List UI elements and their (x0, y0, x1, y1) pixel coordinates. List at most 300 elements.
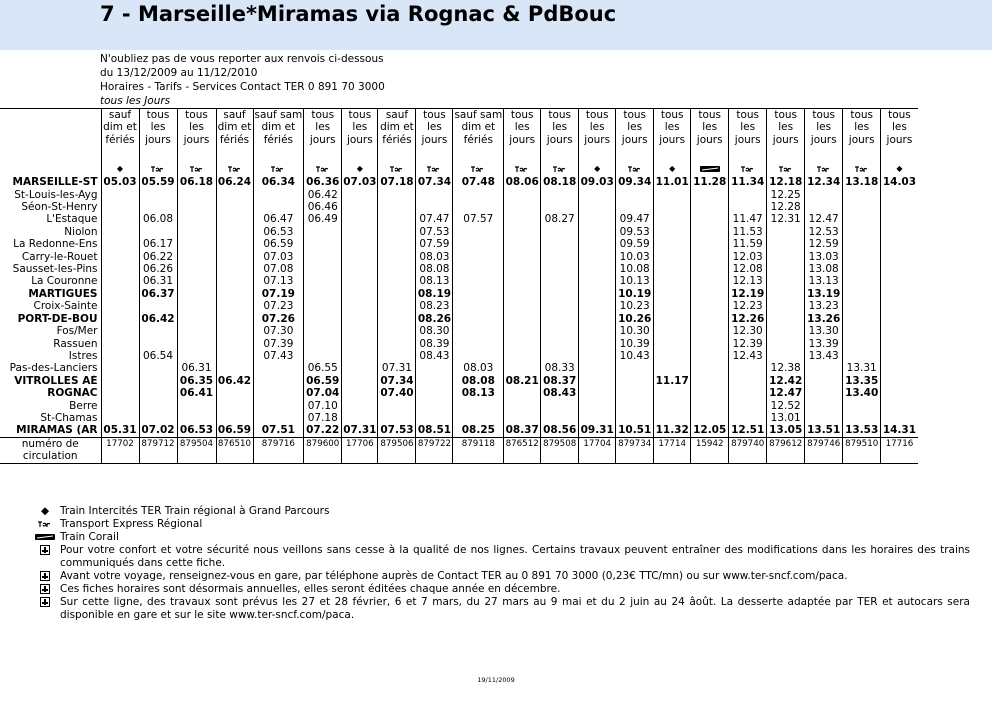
time-cell (139, 325, 177, 337)
time-cell (216, 201, 253, 213)
info-icon (40, 545, 50, 555)
time-cell (101, 238, 139, 250)
time-cell: 07.26 (253, 313, 304, 325)
time-cell (342, 251, 378, 263)
time-cell (304, 300, 342, 312)
time-cell (216, 412, 253, 424)
time-cell: 06.17 (139, 238, 177, 250)
time-cell (304, 275, 342, 287)
time-cell (101, 189, 139, 201)
train-type-cell (843, 162, 881, 176)
time-cell (177, 201, 216, 213)
time-cell (579, 338, 616, 350)
time-cell: 10.43 (616, 350, 654, 362)
header-spacer-cell (805, 146, 843, 162)
column-days-cell: fériés (101, 134, 139, 146)
station-row (0, 251, 918, 263)
time-cell: 07.53 (378, 424, 416, 437)
header-spacer-cell (304, 146, 342, 162)
header-spacer-cell (541, 146, 579, 162)
time-cell (216, 251, 253, 263)
time-cell (101, 300, 139, 312)
header-spacer-row (0, 146, 918, 162)
time-cell (805, 375, 843, 387)
time-cell (767, 226, 805, 238)
time-cell: 12.52 (767, 400, 805, 412)
time-cell (453, 313, 504, 325)
train-number-row (0, 450, 918, 463)
time-cell: 08.18 (541, 176, 579, 188)
intro-notice: N'oubliez pas de vous reporter aux renvois ci-dessous (100, 53, 384, 65)
time-cell (541, 400, 579, 412)
time-cell (654, 251, 691, 263)
train-type-cell (805, 162, 843, 176)
time-cell: 06.31 (177, 362, 216, 374)
time-cell (843, 213, 881, 225)
time-cell (504, 201, 541, 213)
time-cell: 12.43 (729, 350, 767, 362)
legend-text: Pour votre confort et votre sécurité nous veillons sans cesse à la qualité de nos lignes. Certains travaux peuvent entraîner des modifications dans les horaires des trains communiqués dans cette fiche. (60, 544, 970, 569)
time-cell (504, 350, 541, 362)
time-cell: 13.03 (805, 251, 843, 263)
legend-item (30, 596, 970, 622)
train-number-cell: 879746 (805, 437, 843, 450)
time-cell: 10.51 (616, 424, 654, 437)
column-days-cell: les (843, 121, 881, 133)
time-cell (579, 362, 616, 374)
train-type-cell (416, 162, 453, 176)
time-cell: 08.56 (541, 424, 579, 437)
time-cell: 06.36 (304, 176, 342, 188)
header-spacer-cell (0, 121, 101, 133)
train-number-row (0, 437, 918, 450)
time-cell (691, 325, 729, 337)
time-cell: 06.42 (139, 313, 177, 325)
time-cell: 06.18 (177, 176, 216, 188)
station-name: Croix-Sainte (33, 300, 98, 313)
train-number-spacer (616, 450, 654, 463)
time-cell: 07.51 (253, 424, 304, 437)
column-days-cell: fériés (453, 134, 504, 146)
time-cell (541, 288, 579, 300)
time-cell (654, 350, 691, 362)
time-cell (453, 275, 504, 287)
time-cell: 08.13 (453, 387, 504, 399)
header-spacer-cell (101, 146, 139, 162)
time-cell (881, 400, 918, 412)
page-title: 7 - Marseille*Miramas via Rognac & PdBouc (100, 2, 617, 26)
time-cell (881, 313, 918, 325)
time-cell (504, 275, 541, 287)
time-cell (101, 226, 139, 238)
time-cell (101, 313, 139, 325)
time-cell (177, 325, 216, 337)
time-cell: 14.31 (881, 424, 918, 437)
train-number-spacer (139, 450, 177, 463)
time-cell (416, 412, 453, 424)
time-cell (177, 313, 216, 325)
time-cell (253, 201, 304, 213)
train-number-spacer (654, 450, 691, 463)
station-row (0, 176, 918, 188)
time-cell (805, 400, 843, 412)
time-cell: 07.31 (343, 424, 377, 437)
time-cell: 13.35 (843, 375, 881, 387)
time-cell: 09.03 (580, 176, 614, 189)
time-cell: 07.04 (304, 387, 342, 399)
intro-frequency: tous les Jours (100, 95, 171, 107)
time-cell (216, 350, 253, 362)
time-cell: 10.30 (616, 325, 654, 337)
legend-text: Train Corail (60, 531, 119, 543)
time-cell: 07.34 (417, 176, 452, 189)
column-days-cell: tous (177, 109, 216, 122)
time-cell (881, 300, 918, 312)
time-cell (139, 387, 177, 399)
time-cell: 13.05 (767, 424, 805, 437)
time-cell: 13.19 (805, 288, 843, 300)
train-number-spacer (177, 450, 216, 463)
column-days-cell: fériés (378, 134, 416, 146)
time-cell: 11.47 (729, 213, 767, 225)
time-cell: 06.53 (177, 424, 216, 437)
time-cell: 08.03 (453, 362, 504, 374)
station-row (0, 362, 918, 374)
legend-icon (30, 596, 60, 609)
time-cell (729, 189, 767, 201)
train-number-cell: 879716 (253, 437, 304, 450)
time-cell: 09.53 (616, 226, 654, 238)
header-spacer-cell (416, 146, 453, 162)
time-cell: 11.01 (655, 176, 689, 189)
time-cell: 08.23 (416, 300, 453, 312)
time-cell: 12.38 (767, 362, 805, 374)
time-cell (453, 300, 504, 312)
time-cell (342, 325, 378, 337)
train-number-cell: 879722 (417, 438, 452, 449)
intercites-icon: ◆ (594, 164, 601, 174)
legend-icon (30, 544, 60, 557)
time-cell (139, 375, 177, 387)
time-cell (101, 251, 139, 263)
column-days-cell: tous (579, 109, 616, 122)
time-cell (843, 251, 881, 263)
time-cell (579, 313, 616, 325)
intercites-icon: ◆ (116, 164, 124, 174)
time-cell (654, 238, 691, 250)
time-cell (579, 263, 616, 275)
time-cell: 13.18 (843, 176, 881, 188)
corail-icon (35, 533, 55, 541)
train-number-spacer (453, 450, 504, 463)
time-cell (881, 288, 918, 300)
header-spacer-cell (579, 146, 616, 162)
time-cell: 07.18 (378, 176, 416, 188)
time-cell: 08.06 (505, 176, 539, 189)
time-cell (101, 213, 139, 225)
time-cell (177, 412, 216, 424)
column-days-cell: tous (843, 109, 881, 122)
train-type-cell (691, 162, 729, 176)
time-cell (453, 238, 504, 250)
ter-icon (816, 165, 832, 173)
column-days-cell: tous (805, 109, 843, 122)
time-cell: 06.24 (217, 176, 252, 189)
time-cell: 08.26 (417, 312, 452, 325)
time-cell: 11.32 (655, 424, 689, 437)
train-number-cell: 879510 (843, 437, 881, 450)
train-type-cell (378, 162, 416, 176)
station-name: PORT-DE-BOU (17, 312, 98, 325)
time-cell: 13.13 (805, 275, 843, 287)
time-cell: 06.47 (253, 213, 304, 225)
time-cell (101, 412, 139, 424)
time-cell (453, 263, 504, 275)
station-row (0, 201, 918, 213)
timetable (0, 108, 918, 464)
train-number-spacer (101, 450, 139, 463)
train-number-spacer (843, 450, 881, 463)
time-cell: 05.03 (101, 176, 139, 188)
intro-block (100, 52, 385, 108)
legend-icon (30, 531, 60, 544)
time-cell (616, 362, 654, 374)
column-days-cell: les (616, 121, 654, 133)
time-cell: 10.19 (616, 288, 654, 300)
time-cell (304, 325, 342, 337)
time-cell (177, 275, 216, 287)
column-days-cell: les (729, 121, 767, 133)
time-cell (342, 412, 378, 424)
time-cell: 06.37 (139, 288, 177, 300)
time-cell (453, 350, 504, 362)
time-cell: 13.01 (767, 412, 805, 424)
time-cell (304, 313, 342, 325)
time-cell (253, 387, 304, 399)
time-cell: 13.26 (805, 313, 843, 325)
time-cell (416, 387, 453, 399)
column-days-cell: tous (139, 109, 177, 122)
time-cell (579, 213, 616, 225)
station-row (0, 387, 918, 399)
time-cell (504, 238, 541, 250)
station-row (0, 412, 918, 424)
time-cell (616, 400, 654, 412)
time-cell: 07.57 (453, 213, 504, 225)
train-number-spacer (691, 450, 729, 463)
train-type-cell (304, 162, 342, 176)
station-name: MARSEILLE-ST (12, 176, 98, 189)
station-row (0, 288, 918, 300)
time-cell: 12.31 (767, 213, 805, 225)
time-cell (691, 213, 729, 225)
time-cell (504, 325, 541, 337)
train-number-spacer (805, 450, 843, 463)
corail-icon (700, 165, 720, 173)
time-cell (654, 213, 691, 225)
time-cell (216, 400, 253, 412)
time-cell: 13.40 (843, 387, 881, 399)
train-number-spacer (504, 450, 541, 463)
time-cell: 12.08 (729, 263, 767, 275)
station-row (0, 350, 918, 362)
time-cell: 07.53 (416, 226, 453, 238)
header-days-row (0, 109, 918, 122)
column-days-cell: les (654, 121, 691, 133)
column-days-cell: tous (881, 109, 918, 122)
time-cell: 08.08 (416, 263, 453, 275)
column-days-cell: jours (304, 134, 342, 146)
time-cell: 06.41 (177, 387, 216, 399)
time-cell (767, 288, 805, 300)
time-cell: 10.39 (616, 338, 654, 350)
time-cell: 12.59 (805, 238, 843, 250)
station-row (0, 226, 918, 238)
column-days-cell: tous (416, 109, 453, 122)
time-cell (579, 238, 616, 250)
station-row (0, 424, 918, 437)
legend-item (30, 531, 970, 544)
time-cell: 06.35 (177, 375, 216, 387)
time-cell (504, 251, 541, 263)
time-cell (881, 387, 918, 399)
time-cell: 12.47 (767, 387, 805, 399)
column-days-cell: sauf (101, 109, 139, 122)
ter-icon (227, 165, 243, 173)
time-cell: 11.59 (729, 238, 767, 250)
time-cell (843, 189, 881, 201)
time-cell (177, 288, 216, 300)
time-cell (216, 325, 253, 337)
intercites-icon: ◆ (40, 505, 50, 517)
ter-icon (426, 165, 442, 173)
time-cell (881, 412, 918, 424)
time-cell: 12.05 (691, 424, 729, 437)
time-cell (654, 189, 691, 201)
ter-icon (315, 165, 331, 173)
time-cell (453, 400, 504, 412)
time-cell (504, 189, 541, 201)
time-cell (416, 400, 453, 412)
time-cell: 07.47 (416, 213, 453, 225)
time-cell: 09.59 (616, 238, 654, 250)
time-cell (504, 226, 541, 238)
time-cell (139, 201, 177, 213)
time-cell: 08.39 (416, 338, 453, 350)
time-cell: 13.31 (843, 362, 881, 374)
time-cell (691, 387, 729, 399)
time-cell (304, 238, 342, 250)
legend-item (30, 570, 970, 583)
time-cell (881, 325, 918, 337)
time-cell (216, 275, 253, 287)
time-cell (342, 338, 378, 350)
ter-icon (740, 165, 756, 173)
info-icon (40, 571, 50, 581)
time-cell (881, 251, 918, 263)
time-cell (304, 251, 342, 263)
time-cell (177, 400, 216, 412)
train-type-cell (216, 162, 253, 176)
train-type-row (0, 162, 918, 176)
time-cell (654, 325, 691, 337)
time-cell (139, 362, 177, 374)
train-type-cell (504, 162, 541, 176)
time-cell (729, 400, 767, 412)
time-cell: 13.23 (805, 300, 843, 312)
time-cell: 07.30 (253, 325, 304, 337)
time-cell: 05.59 (139, 176, 177, 188)
time-cell (378, 325, 416, 337)
train-type-cell (654, 162, 691, 176)
time-cell (378, 412, 416, 424)
column-days-cell: les (177, 121, 216, 133)
time-cell (253, 412, 304, 424)
station-row (0, 275, 918, 287)
time-cell (767, 300, 805, 312)
time-cell (654, 362, 691, 374)
station-row (0, 325, 918, 337)
ter-icon (627, 165, 643, 173)
time-cell (654, 313, 691, 325)
time-cell: 10.23 (616, 300, 654, 312)
time-cell (378, 338, 416, 350)
time-cell (342, 226, 378, 238)
column-days-cell: jours (139, 134, 177, 146)
column-days-cell: tous (342, 109, 378, 122)
station-row (0, 400, 918, 412)
time-cell (881, 226, 918, 238)
time-cell (541, 226, 579, 238)
train-number-spacer (378, 450, 416, 463)
ter-icon (514, 165, 530, 173)
header-spacer-cell (0, 134, 101, 146)
header-spacer-cell (767, 146, 805, 162)
column-days-cell: tous (616, 109, 654, 122)
time-cell: 06.53 (253, 226, 304, 238)
time-cell (101, 275, 139, 287)
time-cell (342, 313, 378, 325)
time-cell (541, 325, 579, 337)
time-cell (101, 362, 139, 374)
time-cell (579, 201, 616, 213)
column-days-cell: dim et (378, 121, 416, 133)
time-cell (504, 313, 541, 325)
time-cell (139, 226, 177, 238)
header-spacer-cell (843, 146, 881, 162)
time-cell (101, 338, 139, 350)
time-cell (616, 201, 654, 213)
time-cell (541, 412, 579, 424)
time-cell (416, 189, 453, 201)
time-cell: 11.28 (691, 176, 729, 188)
time-cell (504, 400, 541, 412)
station-row (0, 375, 918, 387)
column-days-cell: tous (767, 109, 805, 122)
time-cell: 11.53 (729, 226, 767, 238)
time-cell (216, 213, 253, 225)
time-cell: 07.31 (378, 362, 416, 374)
time-cell (767, 263, 805, 275)
time-cell (504, 362, 541, 374)
train-number-cell: 879118 (453, 437, 504, 450)
time-cell (453, 338, 504, 350)
time-cell (767, 251, 805, 263)
time-cell (504, 412, 541, 424)
time-cell (216, 338, 253, 350)
time-cell (579, 251, 616, 263)
column-days-cell: dim et (453, 121, 504, 133)
